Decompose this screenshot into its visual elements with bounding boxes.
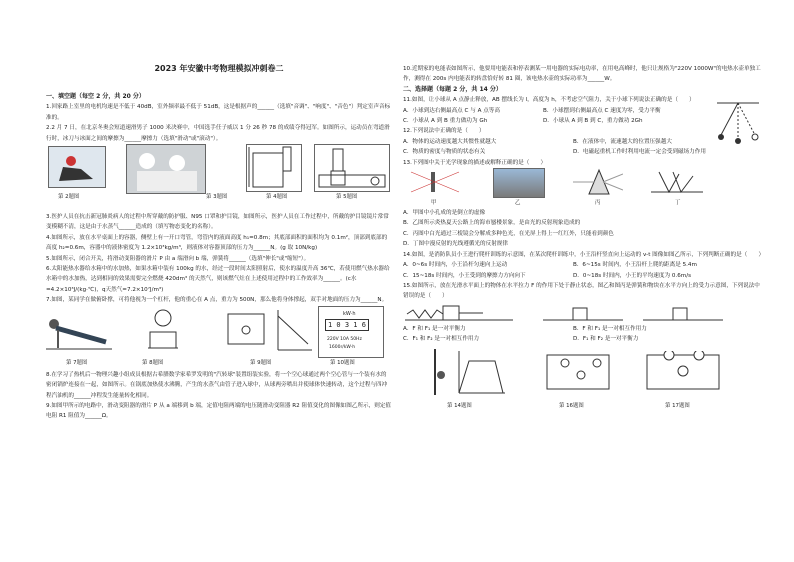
q13-option-d: D．丁图中漫反射的光线遵循光的反射规律 — [403, 241, 508, 248]
q13-fig-label-a: 甲 — [431, 200, 437, 207]
q13-option-b: B．乙图所示炎热夏天公路上的海市蜃楼景象，是由光的反射现象造成的 — [403, 220, 581, 227]
question-7: 7.如图，某同学在做俯卧撑，可将他视为一个杠杆，他的重心在 A 点，重力为 500N，那么他将身体撑起，双手对地面的压力为______N。 — [46, 297, 388, 304]
q13-option-a: A．甲图中小孔成的是倒立的虚像 — [403, 210, 486, 217]
spring-block-diagram — [403, 302, 763, 324]
question-14: 14.如图，是消防队员小王进行爬杆训练的示意图，在某次爬杆训练中，小王沿杆竖直向上运动的 v-t 图像如图乙所示，下列判断正确的是（ ） — [403, 251, 765, 258]
q13-fig-label-d: 丁 — [675, 200, 681, 207]
q12-options — [403, 137, 763, 158]
question-4: 4.如图所示，放在水平桌面上的容器，侧壁上有一开口弯管，弯管内的液面高度 h₁=0.8m；其底部面积的面积均为 0.1m²，顶部到底部的高度 h₂=0.6m，容器中的液体密度为 1.2×10³kg/m³，则液体对容器顶部的压力为______N。(g 取 10N/kg) — [46, 234, 388, 252]
q14-option-d: D．0~18s 时间内，小王的平均速度为 0.6m/s — [573, 272, 692, 279]
q14-option-b: B．6~15s 时间内，小王沿杆上爬的距离是 5.4m — [573, 262, 697, 269]
caption-fig10: 第 10题图 — [330, 359, 355, 366]
q13-figure-row — [403, 168, 763, 208]
caption-fig7: 第 7题图 — [66, 359, 88, 366]
mirage-road-image — [493, 168, 545, 198]
electricity-meter — [318, 306, 384, 358]
caption-fig17: 第 17题图 — [665, 402, 690, 409]
meter-rate: 1600r/kW·h — [329, 344, 356, 350]
question-10: 10.近期家的电能表如图所示，他要用电能表和停表测某一用电器的实际电功率，在用电高峰时，他只让规格为"220V 1000W"的电热水壶单独工作，测得在 200s 内电能表的转盘恰好转 81 圈，该电热水壶的实际功率为______W。 — [403, 66, 761, 83]
caption-fig16: 第 16题图 — [559, 402, 584, 409]
question-2: 2.2 月 7 日，在北京冬奥会短道速滑男子 1000 米决赛中，中国选手任子威以 1 分 26 秒 78 的成绩夺得冠军。如图所示，运动员在弯道滑行时，冰刀与冰面之间的摩擦为______摩擦力（选填"滑动"或"滚动"）。 — [46, 125, 390, 142]
q13-fig-label-b: 乙 — [515, 200, 521, 207]
question-11-block — [403, 95, 763, 126]
electromagnet-circuit — [314, 144, 390, 192]
caption-fig2: 第 2题图 — [58, 194, 80, 201]
pole-climb-diagram — [425, 347, 507, 397]
section-fill-blank-heading: 一、填空题（每空 2 分，共 20 分） — [46, 93, 145, 100]
q14-options — [403, 260, 763, 281]
q11-options — [403, 106, 713, 127]
q13-fig-label-c: 丙 — [595, 200, 601, 207]
skater-image — [48, 146, 106, 188]
diffuse-reflection-diagram — [649, 168, 705, 196]
caption-fig4: 第 4题图 — [266, 194, 288, 201]
question-5: 5.如图所示，闭合开关，将滑动变阻器的滑片 P 由 a 端滑向 b 端，弹簧将______（选填"伸长"或"缩短"）。 — [46, 255, 310, 262]
caption-fig5: 第 5题图 — [336, 194, 358, 201]
q15-option-d: D．F₁ 和 F₂ 是一对平衡力 — [573, 336, 639, 343]
meter-unit: kW·h — [343, 310, 356, 317]
meter-reading: 1 0 3 1 6 — [325, 319, 369, 331]
pinhole-diagram — [405, 168, 465, 196]
q12-option-b: B．在液体中，流速越大的位置压强越大 — [573, 138, 672, 145]
medical-staff-image — [126, 144, 206, 194]
q12-option-a: A．物体的运动速度越大其惯性就越大 — [403, 138, 497, 145]
caption-fig8: 第 8题图 — [142, 359, 164, 366]
circuit-and-graph — [226, 306, 314, 354]
q13-option-c: C．丙图中白光通过三棱镜会分解成多种色光，在光屏上得上一红红外，只能看到颜色 — [403, 230, 614, 237]
q17-circuit — [641, 351, 725, 395]
q11-option-b: B．小球摆到右侧最高点 C 速度为零，受力平衡 — [543, 107, 661, 114]
prism-diagram — [573, 168, 623, 196]
q15-options — [403, 324, 763, 345]
q11-option-c: C．小球从 A 到 B 重力做功为 Gh — [403, 118, 488, 125]
pendulum-diagram — [713, 99, 763, 149]
q14-option-c: C．15~18s 时间内，小王受到的摩擦力方向向下 — [403, 272, 526, 279]
q14-option-a: A．0~6s 时间内，小王沿杆匀速向上运动 — [403, 262, 508, 269]
q15-option-a: A．F 和 F₁ 是一对平衡力 — [403, 325, 466, 332]
question-13: 13.下列图中关于光学现象的描述或解释正确的是（ ） — [403, 159, 547, 166]
q12-option-d: D．电磁起重机工作时利用电流一定会受到磁场力作用 — [573, 149, 706, 156]
q11-option-a: A．小球到达右侧最高点 C 与 A 点等高 — [403, 107, 500, 114]
question-15: 15.如图所示，放在光滑水平面上的物体在水平拉力 F 的作用下处于静止状态，图乙和图丙是弹簧和物块在水平方向上的受力示意图，下列说法中错误的是（ ） — [403, 282, 760, 300]
right-column — [403, 0, 763, 415]
question-6: 6.太阳能热水器给水箱中的水加热，如果水箱中装有 100kg 的水，经过一段时间太阳照射后，使水的温度升高 36℃，若使用燃气热水器给水箱中的水加热，达到相同的效果需要完全燃烧 420dm³ 的天然气，则该燃气灶在上述使用过程中的工作效率为______。(c水=4.2×10³J/(kg·℃)，q天然气=7.2×10⁷J/m³) — [46, 266, 390, 293]
question-11: 11.如图，让小球从 A 点静止释放，AB 摆线长为 l，高度为 h，不考虑空气阻力，关于小球下列说法正确的是（ ） — [403, 97, 695, 104]
exam-title: 2023 年安徽中考物理模拟冲刺卷二 — [154, 64, 284, 73]
question-1: 1.回家路上室里的电机均速是不低于 40dB，室外频率最不低于 51dB，这是根据声的______（选填"音调"、"响度"、"音色"）判定室声音标准的。 — [46, 104, 391, 121]
question-8: 8.在学习了热机后一物理兴趣小组成员根据古希腊数学家希罗发明的"汽转球"装置组装实验，将一个空心球通过两个空心管与一个装有水的密闭锅炉连接在一起，如图所示。在锅底加热使水沸腾，产生的水蒸气由管子进入球中，从球两旁喷出并使球体快速转动，这个过程与四冲程汽油机的______冲程发生能量转化相同。 — [46, 371, 388, 399]
figure-row-1 — [46, 144, 392, 212]
caption-fig9: 第 9题图 — [250, 359, 272, 366]
caption-fig3: 第 3题图 — [206, 194, 228, 201]
question-12: 12.下列说法中正确的是（ ） — [403, 128, 485, 135]
question-3: 3.医护人员在抗击新冠肺炎病人的过程中所穿戴的防护服、N95 口罩和护目镜，如图所示，医护人员在工作过程中，所戴的护目镜镜片常常变模糊不清，这是由于水蒸气______造成的（填写物态变化的名称）。 — [46, 214, 389, 231]
figure-row-2 — [46, 306, 392, 370]
q15-option-b: B．F 和 F₁ 是一对相互作用力 — [573, 325, 647, 332]
caption-fig14: 第 14题图 — [447, 402, 472, 409]
steam-ball-image — [140, 306, 186, 354]
question-9: 9.如图甲所示的电路中，滑动变阻器的滑片 P 从 a 端移到 b 端，定值电阻两端的电压随滑动变阻器 R2 阻值变化的图像如图乙所示，则定值电阻 R1 阻值为______Ω。 — [46, 402, 392, 420]
pushup-image — [46, 312, 112, 352]
meter-spec: 220V 10A 50Hz — [327, 336, 362, 342]
q15-figure-row — [403, 302, 763, 324]
q12-option-c: C．物质的密度与物质的状态有关 — [403, 149, 486, 156]
container-diagram — [246, 144, 302, 192]
q11-option-d: D．小球从 A 到 B 到 C，重力做功 2Gh — [543, 118, 643, 125]
q16-circuit — [541, 351, 615, 395]
q15-option-c: C．F₁ 和 F₂ 是一对相互作用力 — [403, 336, 480, 343]
left-column — [46, 0, 392, 422]
figure-row-4 — [403, 345, 763, 415]
section-choice-heading: 二、选择题（每题 2 分，共 14 分） — [403, 85, 502, 93]
